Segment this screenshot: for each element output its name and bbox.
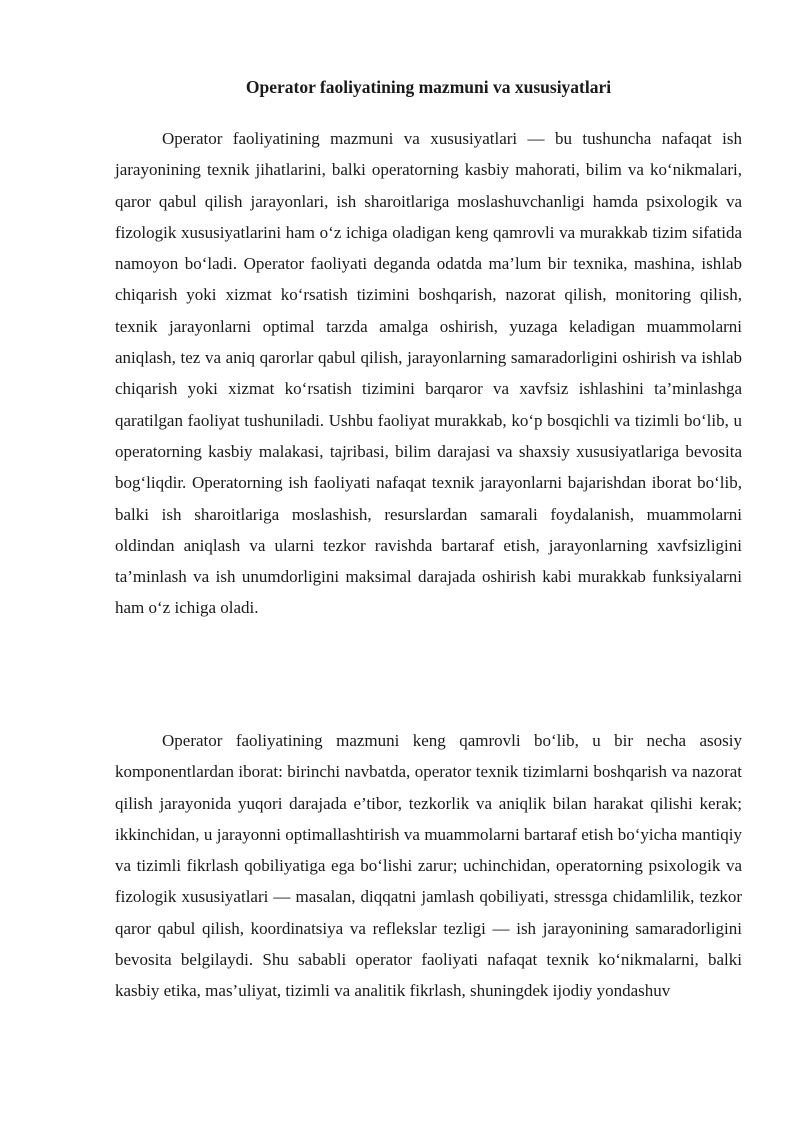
- document-title: Operator faoliyatining mazmuni va xususiyatlari: [245, 77, 612, 97]
- paragraph-2: Operator faoliyatining mazmuni keng qamrovli bo‘lib, u bir necha asosiy komponentlardan iborat: birinchi navbatda, operator texnik tizimlarni boshqarish va nazorat qilish jarayonida yuqori darajada e’tibor, tezkorlik va aniqlik bilan harakat qilishi kerak; ikkinchidan, u jarayonni optimallashtirish va muammolarni bartaraf etish bo‘yicha mantiqiy va tizimli fikrlash qobiliyatiga ega bo‘lishi zarur; uchinchidan, operatorning psixologik va fizologik xususiyatlari — masalan, diqqatni jamlash qobiliyati, stressga chidamlilik, tezkor qaror qabul qilish, koordinatsiya va reflekslar tezligi — ish jarayonining samaradorligini bevosita belgilaydi. Shu sababli operator faoliyati nafaqat texnik ko‘nikmalarni, balki kasbiy etika, mas’uliyat, tizimli va analitik fikrlash, shuningdek ijodiy yondashuv: [115, 731, 742, 1001]
- paragraph-1: Operator faoliyatining mazmuni va xususiyatlari — bu tushuncha nafaqat ish jarayonining texnik jihatlarini, balki operatorning kasbiy mahorati, bilim va ko‘nikmalari, qaror qabul qilish jarayonlari, ish sharoitlariga moslashuvchanligi hamda psixologik va fizologik xususiyatlarini ham o‘z ichiga oladigan keng qamrovli va murakkab tizim sifatida namoyon bo‘ladi. Operator faoliyati deganda odatda ma’lum bir texnika, mashina, ishlab chiqarish yoki xizmat ko‘rsatish tizimini boshqarish, nazorat qilish, monitoring qilish, texnik jarayonlarni optimal tarzda amalga oshirish, yuzaga keladigan muammolarni aniqlash, tez va aniq qarorlar qabul qilish, jarayonlarning samaradorligini oshirish va ishlab chiqarish yoki xizmat ko‘rsatish tizimini barqaror va xavfsiz ishlashini ta’minlashga qaratilgan faoliyat tushuniladi. Ushbu faoliyat murakkab, ko‘p bosqichli va tizimli bo‘lib, u operatorning kasbiy malakasi, tajribasi, bilim darajasi va shaxsiy xususiyatlariga bevosita bog‘liqdir. Operatorning ish faoliyati nafaqat texnik jarayonlarni bajarishdan iborat bo‘lib, balki ish sharoitlariga moslashish, resurslardan samarali foydalanish, muammolarni oldindan aniqlash va ularni tezkor ravishda bartaraf etish, jarayonlarning xavfsizligini ta’minlash va ish unumdorligini maksimal darajada oshirish kabi murakkab funksiyalarni ham o‘z ichiga oladi.: [115, 129, 742, 618]
